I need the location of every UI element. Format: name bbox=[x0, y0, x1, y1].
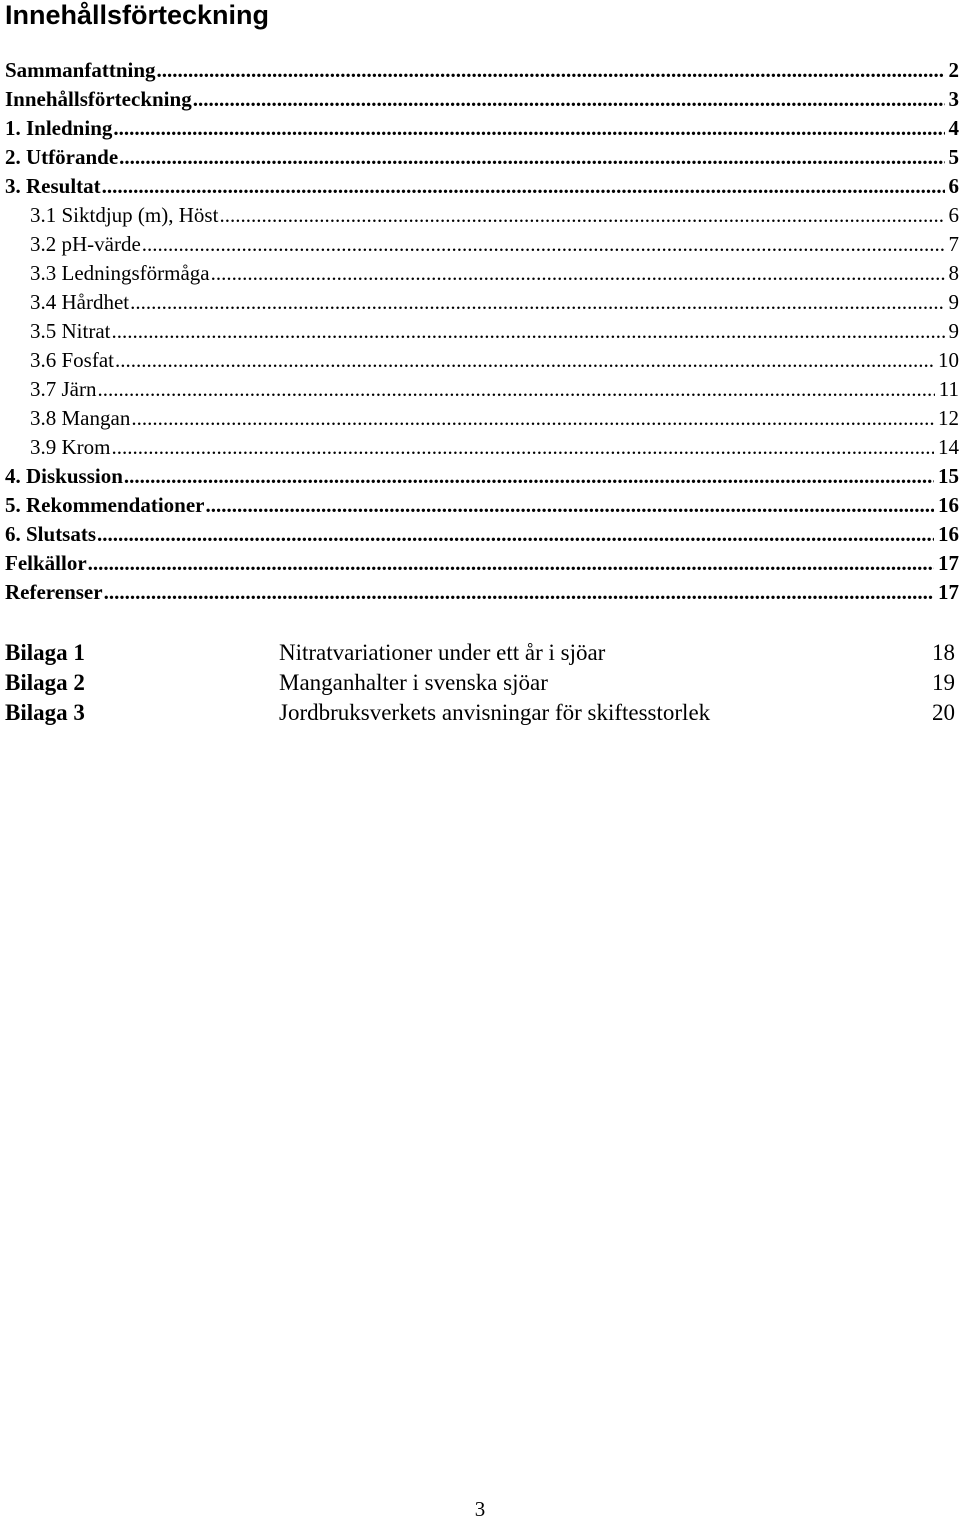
toc-entry-inledning[interactable] bbox=[5, 114, 959, 143]
appendix-page: 19 bbox=[932, 670, 955, 695]
toc-entry-page: 11 bbox=[938, 377, 959, 401]
appendix-page: 20 bbox=[932, 700, 955, 725]
toc-entry-siktdjup[interactable] bbox=[5, 201, 959, 230]
toc-dot-leader bbox=[111, 317, 944, 346]
toc-entry-page: 4 bbox=[948, 116, 959, 140]
toc-entry-krom[interactable] bbox=[5, 433, 959, 462]
toc-entry-page: 17 bbox=[938, 551, 959, 575]
toc-dot-leader bbox=[119, 143, 944, 172]
toc-entry-label: Innehållsförteckning bbox=[5, 87, 192, 111]
toc-entry-felkallor[interactable] bbox=[5, 549, 959, 578]
toc-entry-page: 16 bbox=[938, 493, 959, 517]
toc-entry-referenser[interactable] bbox=[5, 578, 959, 607]
toc-entry-page: 3 bbox=[948, 87, 959, 111]
toc-dot-leader bbox=[219, 201, 944, 230]
toc-entry-label: 3.5 Nitrat bbox=[30, 319, 111, 343]
toc-entry-fosfat[interactable] bbox=[5, 346, 959, 375]
toc-dot-leader bbox=[102, 172, 945, 201]
toc-entry-sammanfattning[interactable] bbox=[5, 56, 959, 85]
toc-entry-label: 3.9 Krom bbox=[30, 435, 111, 459]
toc-dot-leader bbox=[124, 462, 934, 491]
toc-entry-page: 17 bbox=[938, 580, 959, 604]
toc-entry-label: Sammanfattning bbox=[5, 58, 156, 82]
toc-dot-leader bbox=[157, 56, 945, 85]
appendix-label: Bilaga 3 bbox=[5, 700, 85, 725]
appendix-entry-1[interactable] bbox=[5, 638, 955, 668]
toc-dot-leader bbox=[113, 114, 944, 143]
toc-entry-rekommendationer[interactable] bbox=[5, 491, 959, 520]
appendix-label: Bilaga 2 bbox=[5, 670, 85, 695]
appendix-entry-3[interactable] bbox=[5, 698, 955, 728]
toc-dot-leader bbox=[104, 578, 934, 607]
toc-entry-label: 5. Rekommendationer bbox=[5, 493, 205, 517]
toc-entry-label: 3.3 Ledningsförmåga bbox=[30, 261, 210, 285]
toc-dot-leader bbox=[115, 346, 934, 375]
toc-dot-leader bbox=[193, 85, 945, 114]
toc-entry-label: 3.6 Fosfat bbox=[30, 348, 114, 372]
toc-entry-label: Felkällor bbox=[5, 551, 87, 575]
toc-entry-label: 3.1 Siktdjup (m), Höst bbox=[30, 203, 219, 227]
toc-entry-label: Referenser bbox=[5, 580, 103, 604]
appendix-title: Nitratvariationer under ett år i sjöar bbox=[279, 640, 606, 665]
toc-entry-label: 3.2 pH-värde bbox=[30, 232, 141, 256]
toc-entry-page: 10 bbox=[938, 348, 959, 372]
toc-dot-leader bbox=[97, 520, 934, 549]
toc-entry-page: 7 bbox=[948, 232, 959, 256]
toc-entry-hardhet[interactable] bbox=[5, 288, 959, 317]
toc-entry-page: 14 bbox=[938, 435, 959, 459]
toc-entry-label: 1. Inledning bbox=[5, 116, 113, 140]
toc-entry-page: 12 bbox=[938, 406, 959, 430]
toc-entry-slutsats[interactable] bbox=[5, 520, 959, 549]
toc-entry-resultat[interactable] bbox=[5, 172, 959, 201]
toc-dot-leader bbox=[98, 375, 935, 404]
appendix-list bbox=[5, 638, 955, 728]
toc-entry-diskussion[interactable] bbox=[5, 462, 959, 491]
toc-dot-leader bbox=[130, 288, 944, 317]
toc-entry-page: 9 bbox=[948, 290, 959, 314]
toc-entry-page: 2 bbox=[948, 58, 959, 82]
toc-entry-label: 3. Resultat bbox=[5, 174, 101, 198]
toc-entry-page: 5 bbox=[948, 145, 959, 169]
toc-dot-leader bbox=[211, 259, 945, 288]
toc-dot-leader bbox=[205, 491, 934, 520]
toc-entry-innehallsforteckning[interactable] bbox=[5, 85, 959, 114]
appendix-label: Bilaga 1 bbox=[5, 640, 85, 665]
toc-entry-page: 15 bbox=[938, 464, 959, 488]
toc-entry-page: 16 bbox=[938, 522, 959, 546]
toc-entry-nitrat[interactable] bbox=[5, 317, 959, 346]
toc-entry-jarn[interactable] bbox=[5, 375, 959, 404]
toc-entry-label: 3.7 Järn bbox=[30, 377, 97, 401]
appendix-title: Manganhalter i svenska sjöar bbox=[279, 670, 548, 695]
toc-dot-leader bbox=[88, 549, 934, 578]
toc-entry-ph-varde[interactable] bbox=[5, 230, 959, 259]
toc-entry-page: 6 bbox=[948, 174, 959, 198]
appendix-title: Jordbruksverkets anvisningar för skiftesstorlek bbox=[279, 700, 711, 725]
toc-entry-page: 9 bbox=[948, 319, 959, 343]
toc-entry-label: 4. Diskussion bbox=[5, 464, 123, 488]
appendix-entry-2[interactable] bbox=[5, 668, 955, 698]
toc-dot-leader bbox=[131, 404, 934, 433]
toc-entry-mangan[interactable] bbox=[5, 404, 959, 433]
page-number: 3 bbox=[474, 1497, 486, 1521]
table-of-contents bbox=[5, 56, 959, 607]
page-title: Innehållsförteckning bbox=[5, 0, 270, 30]
toc-entry-label: 3.8 Mangan bbox=[30, 406, 131, 430]
toc-entry-label: 3.4 Hårdhet bbox=[30, 290, 130, 314]
toc-entry-ledningsformaga[interactable] bbox=[5, 259, 959, 288]
appendix-page: 18 bbox=[932, 640, 955, 665]
toc-entry-page: 8 bbox=[948, 261, 959, 285]
toc-dot-leader bbox=[142, 230, 945, 259]
toc-dot-leader bbox=[112, 433, 935, 462]
toc-entry-page: 6 bbox=[948, 203, 959, 227]
toc-entry-label: 6. Slutsats bbox=[5, 522, 97, 546]
toc-entry-utforande[interactable] bbox=[5, 143, 959, 172]
toc-entry-label: 2. Utförande bbox=[5, 145, 119, 169]
